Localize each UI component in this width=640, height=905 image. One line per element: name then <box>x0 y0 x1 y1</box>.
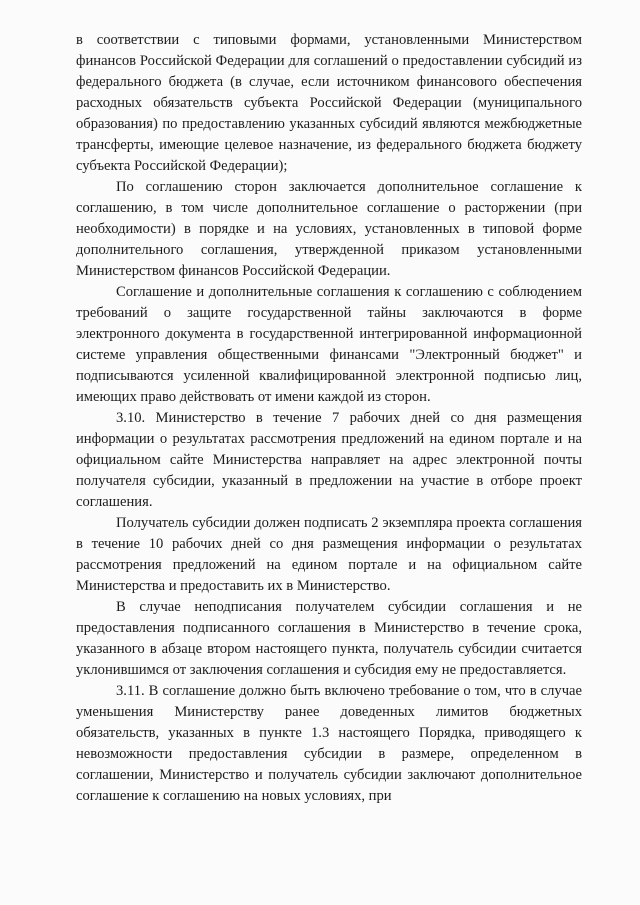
paragraph-signing: Получатель субсидии должен подписать 2 экземпляра проекта соглашения в течение 10 рабочих дней со дня размещения информации о результатах рассмотрения предложений на едином портале и на официальном сайте Министерства и предоставить их в Министерство. <box>76 515 582 594</box>
paragraph-non-signing: В случае неподписания получателем субсидии соглашения и не предоставления подписанного соглашения в Министерство в течение срока, указанного в абзаце втором настоящего пункта, получатель субсидии считается уклонившимся от заключения соглашения и субсидия ему не предоставляется. <box>76 599 582 678</box>
document-body <box>76 30 582 807</box>
paragraph-3-10: 3.10. Министерство в течение 7 рабочих дней со дня размещения информации о результатах рассмотрения предложений на едином портале и на официальном сайте Министерства направляет на адрес электронной почты получателя субсидии, указанный в предложении на участие в отборе проект соглашения. <box>76 410 582 510</box>
paragraph-additional-agreement: По соглашению сторон заключается дополнительное соглашение к соглашению, в том числе дополнительное соглашение о расторжении (при необходимости) в порядке и на условиях, установленных в типовой форме дополнительного соглашения, утвержденной приказом установленными Министерством финансов Российской Федерации. <box>76 179 582 279</box>
paragraph-electronic-form: Соглашение и дополнительные соглашения к соглашению с соблюдением требований о защите государственной тайны заключаются в форме электронного документа в государственной интегрированной информационной системе управления общественными финансами "Электронный бюджет" и подписываются усиленной квалифицированной электронной подписью лиц, имеющих право действовать от имени каждой из сторон. <box>76 284 582 405</box>
paragraph-3-11: 3.11. В соглашение должно быть включено требование о том, что в случае уменьшения Министерству ранее доведенных лимитов бюджетных обязательств, указанных в пункте 1.3 настоящего Порядка, приводящего к невозможности предоставления субсидии в размере, определенном в соглашении, Министерство и получатель субсидии заключают дополнительное соглашение к соглашению на новых условиях, при <box>76 683 582 804</box>
paragraph-continuation: в соответствии с типовыми формами, установленными Министерством финансов Российской Федерации для соглашений о предоставлении субсидий из федерального бюджета (в случае, если источником финансового обеспечения расходных обязательств субъекта Российской Федерации (муниципального образования) по предоставлению указанных субсидий являются межбюджетные трансферты, имеющие целевое назначение, из федерального бюджета бюджету субъекта Российской Федерации); <box>76 32 582 174</box>
